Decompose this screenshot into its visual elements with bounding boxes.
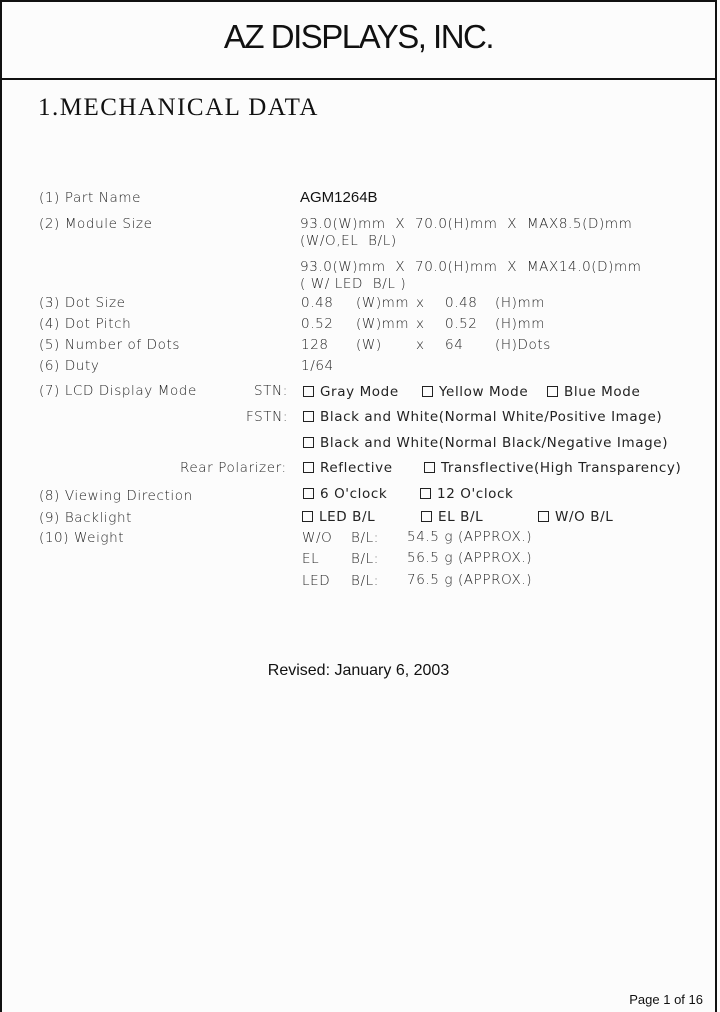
view-6-oclock-option[interactable] [303,486,387,502]
dot-size-w-unit: (W)mm [356,295,410,311]
module-size-line2: 93.0(W)mm X 70.0(H)mm X MAX14.0(D)mm [300,259,642,275]
option-label: 12 O'clock [437,486,514,502]
lcd-mode-label: (7) LCD Display Mode [39,383,197,399]
weight-type: EL [302,551,320,567]
option-label: Yellow Mode [439,384,529,400]
option-label: Transflective(High Transparency) [441,460,682,476]
option-label: Blue Mode [564,384,641,400]
number-of-dots-w: 128 [301,337,329,353]
module-size-note2: ( W/ LED B/L ) [300,276,407,292]
fstn-negative-option[interactable] [303,435,668,451]
module-size-line1: 93.0(W)mm X 70.0(H)mm X MAX8.5(D)mm [300,216,633,232]
option-label: EL B/L [438,509,484,525]
option-label: LED B/L [319,509,376,525]
backlight-none-option[interactable] [538,509,613,525]
option-label: Black and White(Normal White/Positive Image) [320,409,663,425]
module-size-note1: (W/O,EL B/L) [300,233,397,249]
option-label: Black and White(Normal Black/Negative Image) [320,435,669,451]
checkbox-icon [547,386,558,397]
backlight-el-option[interactable] [421,509,483,525]
dot-pitch-w: 0.52 [301,316,334,332]
checkbox-icon [538,511,549,522]
duty-label: (6) Duty [39,358,100,374]
dot-size-h-unit: (H)mm [495,295,545,311]
part-name-value: AGM1264B [300,189,378,206]
checkbox-icon [421,511,432,522]
weight-type: LED [302,573,331,589]
transflective-option[interactable] [424,460,681,476]
stn-blue-option[interactable] [547,384,640,400]
view-12-oclock-option[interactable] [420,486,513,502]
checkbox-icon [422,386,433,397]
backlight-label: (9) Backlight [39,510,133,526]
rear-polarizer-label: Rear Polarizer: [180,460,287,476]
weight-bl: B/L: [351,551,379,567]
number-of-dots-x: x [416,337,425,353]
stn-gray-option[interactable] [303,384,399,400]
dot-size-label: (3) Dot Size [39,295,126,311]
dot-pitch-h-unit: (H)mm [495,316,545,332]
checkbox-icon [302,511,313,522]
company-name: AZ DISPLAYS, INC. [223,18,494,55]
page-number: Page 1 of 16 [629,992,703,1007]
option-label: W/O B/L [555,509,614,525]
number-of-dots-w-unit: (W) [356,337,382,353]
checkbox-icon [303,411,314,422]
weight-value: 76.5 g (APPROX.) [407,572,533,588]
backlight-led-option[interactable] [302,509,375,525]
checkbox-icon [303,462,314,473]
fstn-label: FSTN: [246,409,288,425]
checkbox-icon [303,488,314,499]
checkbox-icon [303,386,314,397]
dot-size-x: x [416,295,425,311]
weight-value: 54.5 g (APPROX.) [407,529,533,545]
module-size-label: (2) Module Size [39,216,153,232]
dot-pitch-label: (4) Dot Pitch [39,316,132,332]
number-of-dots-h: 64 [445,337,464,353]
stn-label: STN: [254,383,288,399]
revision-date: Revised: January 6, 2003 [267,662,450,679]
dot-size-w: 0.48 [301,295,334,311]
weight-value: 56.5 g (APPROX.) [407,550,533,566]
weight-bl: B/L: [351,530,379,546]
weight-bl: B/L: [351,573,379,589]
option-label: 6 O'clock [320,486,388,502]
checkbox-icon [303,437,314,448]
fstn-positive-option[interactable] [303,409,662,425]
section-title: 1.MECHANICAL DATA [38,94,319,121]
number-of-dots-label: (5) Number of Dots [39,337,181,353]
checkbox-icon [420,488,431,499]
dot-size-h: 0.48 [445,295,478,311]
weight-type: W/O [302,530,333,546]
viewing-direction-label: (8) Viewing Direction [39,488,193,504]
dot-pitch-x: x [416,316,425,332]
option-label: Gray Mode [320,384,399,400]
stn-yellow-option[interactable] [422,384,528,400]
number-of-dots-h-unit: (H)Dots [495,337,551,353]
reflective-option[interactable] [303,460,393,476]
dot-pitch-w-unit: (W)mm [356,316,410,332]
checkbox-icon [424,462,435,473]
part-name-label: (1) Part Name [39,190,141,206]
option-label: Reflective [320,460,393,476]
dot-pitch-h: 0.52 [445,316,478,332]
page-header [2,2,715,80]
duty-value: 1/64 [301,358,334,374]
weight-label: (10) Weight [39,530,125,546]
